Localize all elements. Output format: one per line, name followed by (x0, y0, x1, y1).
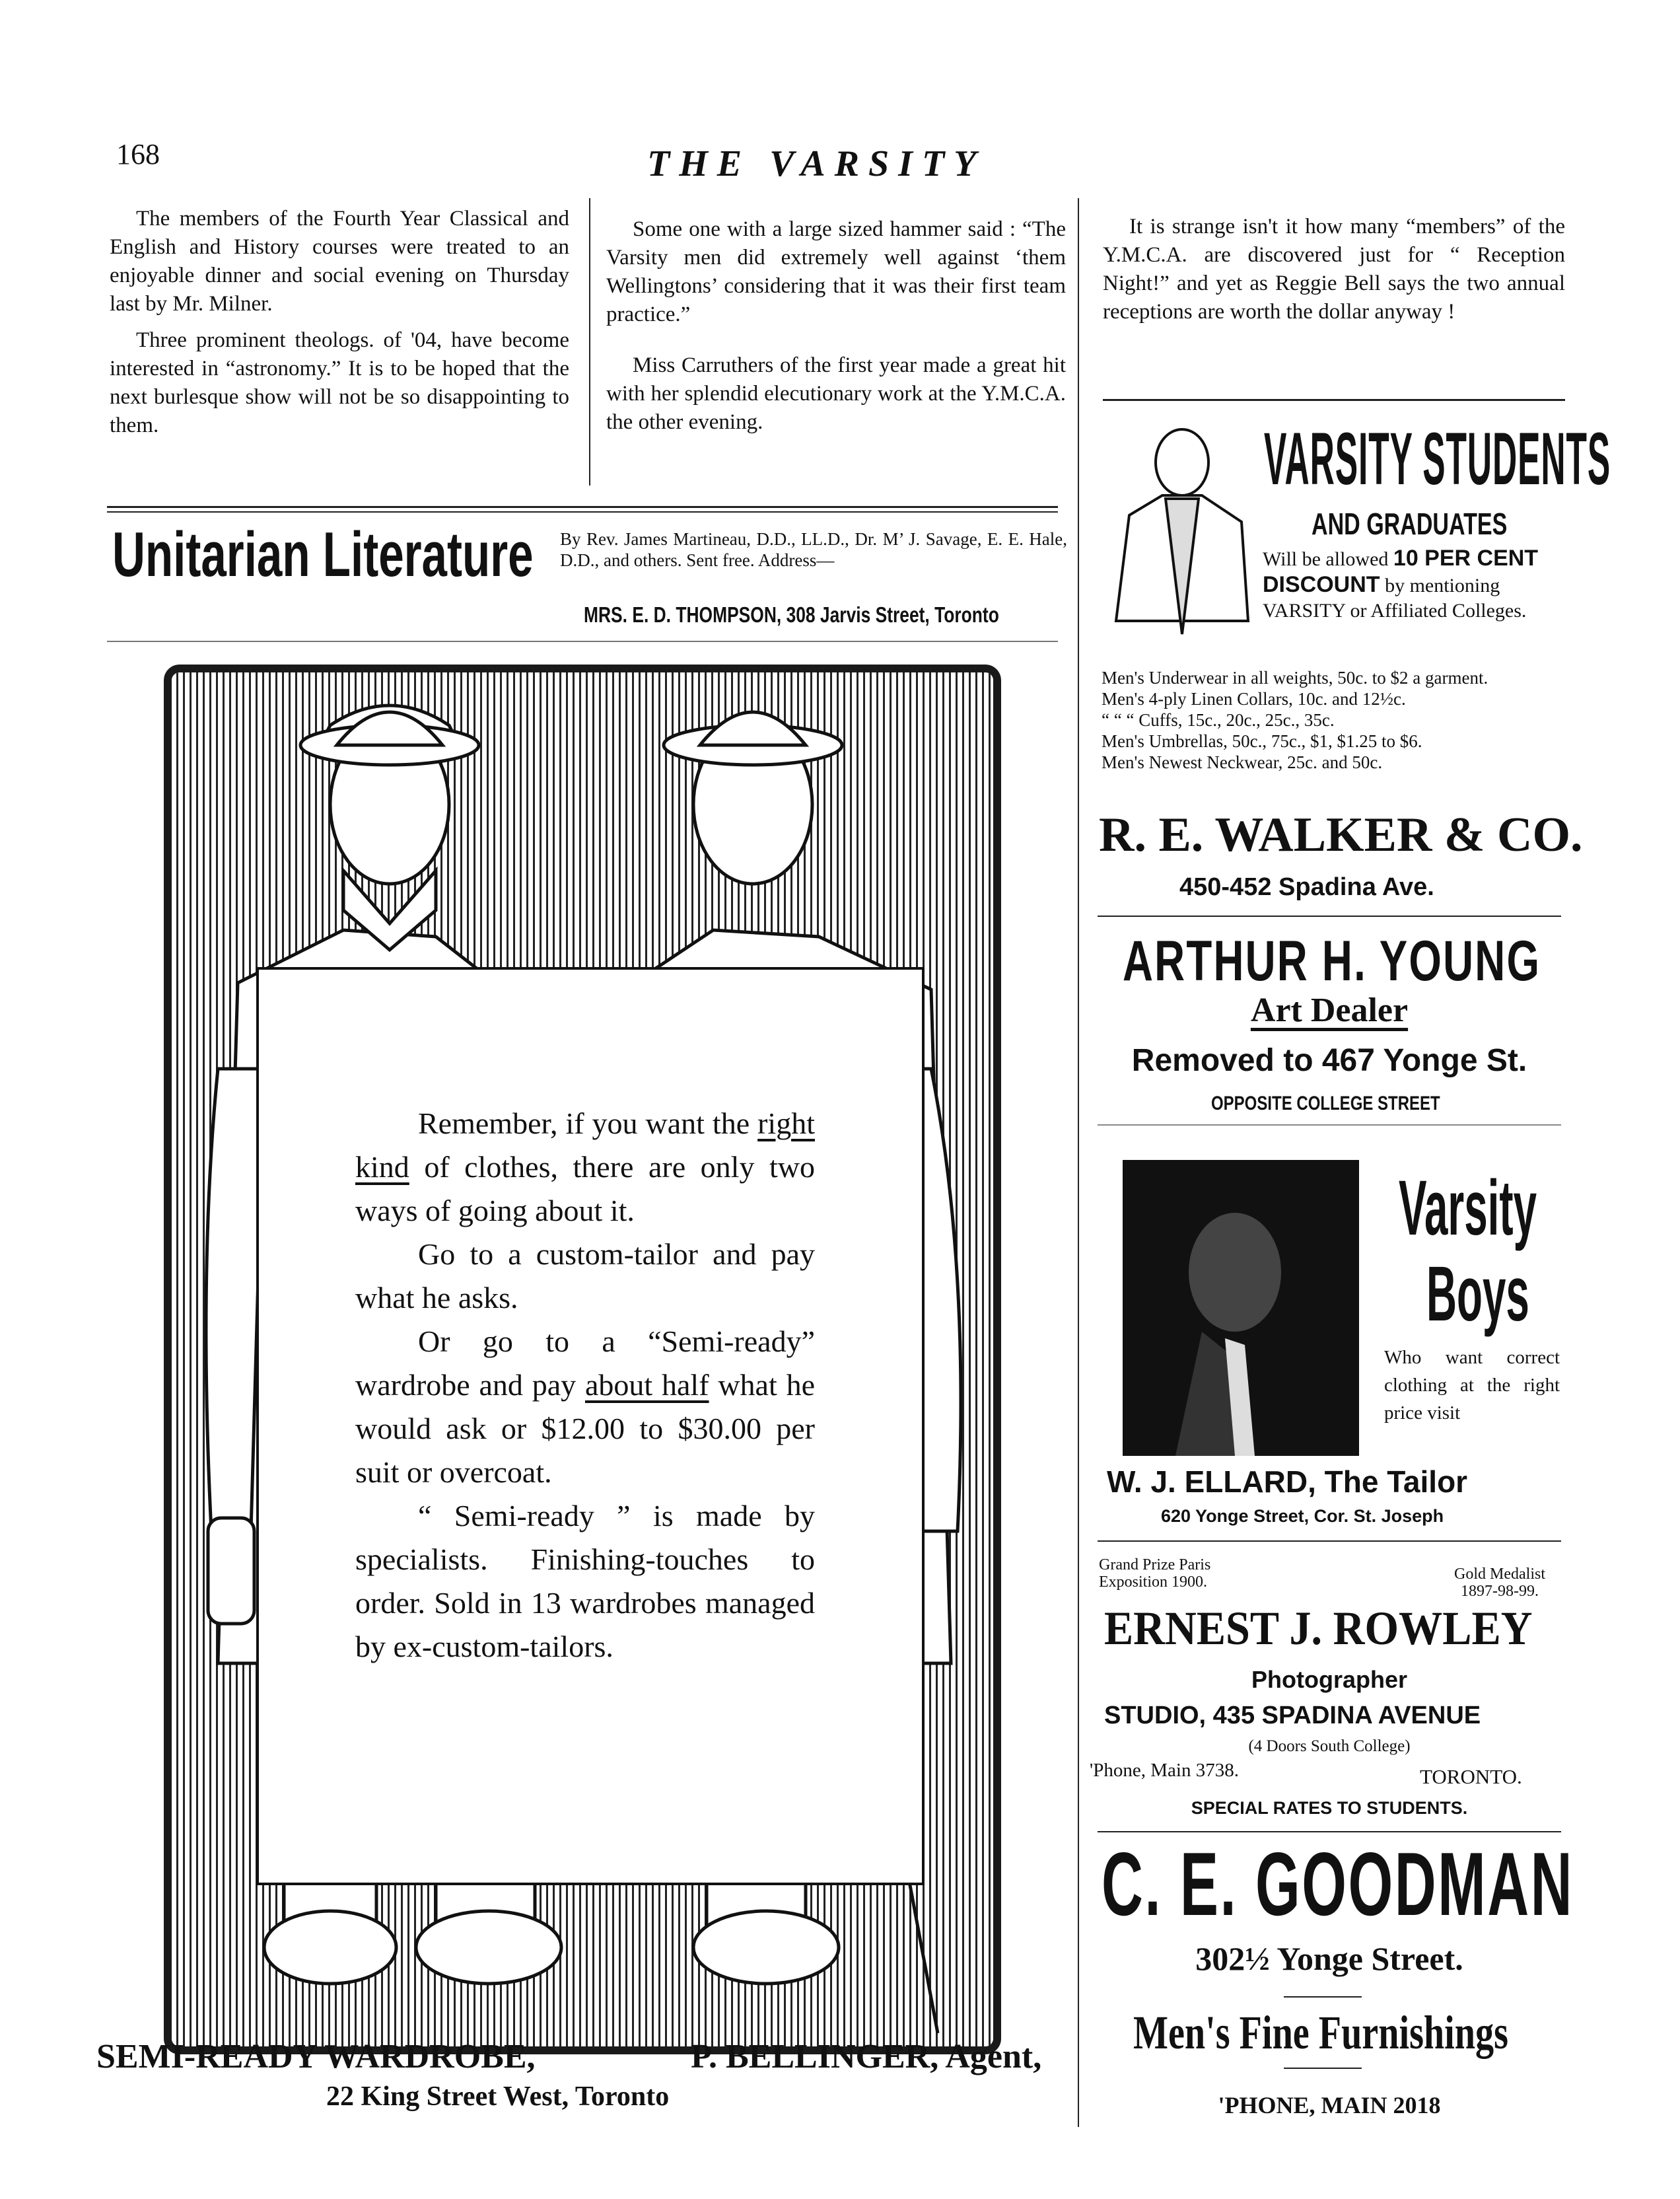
news-column-3 (1103, 213, 1565, 326)
divider (1103, 399, 1565, 401)
unitarian-byline: By Rev. James Martineau, D.D., LL.D., Dr. M’ J. Savage, E. E. Hale, D.D., and others. Sent free. Address— (560, 529, 1067, 570)
column-rule (1078, 198, 1079, 2127)
rowley-note: (4 Doors South College) (1248, 1737, 1411, 1755)
divider (1284, 2068, 1362, 2069)
young-opposite: OPPOSITE COLLEGE STREET (1211, 1093, 1440, 1114)
news-item: Miss Carruthers of the first year made a great hit with her splendid elecutionary work at the Y.M.C.A. the other evening. (606, 353, 1066, 434)
divider (1284, 1996, 1362, 1998)
ellard-name: W. J. ELLARD, The Tailor (1107, 1464, 1468, 1499)
rowley-studio: STUDIO, 435 SPADINA AVENUE (1104, 1702, 1481, 1729)
ellard-text: Who want correct clothing at the right price visit (1384, 1347, 1560, 1424)
goodman-tagline: Men's Fine Furnishings (1133, 2006, 1508, 2059)
ellard-address: 620 Yonge Street, Cor. St. Joseph (1161, 1506, 1444, 1526)
walker-title: VARSITY STUDENTS (1264, 417, 1611, 500)
price-item: Men's Newest Neckwear, 25c. and 50c. (1102, 752, 1383, 772)
student-portrait-illustration (1103, 423, 1261, 641)
unitarian-title: Unitarian Literature (112, 519, 534, 590)
ellard-photo (1123, 1160, 1359, 1456)
semi-ready-footer-left: SEMI-READY WARDROBE, (96, 2038, 536, 2075)
news-column-1 (110, 205, 569, 440)
young-name: ARTHUR H. YOUNG (1123, 929, 1541, 993)
semi-ready-footer-right: P. BELLINGER, Agent, (691, 2038, 1042, 2075)
divider (107, 511, 1058, 513)
semi-ready-placard (256, 967, 925, 1885)
news-item: It is strange isn't it how many “members” of the Y.M.C.A. are discovered just for “ Reception Night!” and yet as Reggie Bell says the two annual receptions are worth the dollar anyway ! (1103, 215, 1565, 324)
walker-discount: Will be allowed 10 PER CENT DISCOUNT by mentioning VARSITY or Affiliated Colleges. (1263, 546, 1539, 622)
semi-ready-illustration (164, 665, 1001, 2054)
goodman-address: 302½ Yonge Street. (1195, 1940, 1463, 1977)
semi-ready-copy: Remember, if you want the right kind of clothes, there are only two ways of going about it. Go to a custom-tailor and pay what he asks. Or go to a “Semi-ready” wardrobe and pay about half what he would ask or $12.00 to $30.00 per suit or overcoat. “ Semi-ready ” is made by specialists. Finishing-touches to order. Sold in 13 wardrobes managed by ex-custom-tailors. (355, 1106, 815, 1663)
news-item: Some one with a large sized hammer said : “The Varsity men did extremely well against ‘them Wellingtons’ considering that it was their first team practice.” (606, 217, 1066, 326)
walker-subtitle: AND GRADUATES (1312, 507, 1508, 541)
rowley-name: ERNEST J. ROWLEY (1104, 1602, 1533, 1655)
rowley-prize: Grand Prize Paris Exposition 1900. (1099, 1556, 1211, 1591)
rowley-rates: SPECIAL RATES TO STUDENTS. (1191, 1798, 1468, 1818)
price-item: Men's Underwear in all weights, 50c. to $2 a garment. (1102, 668, 1488, 688)
young-moved: Removed to 467 Yonge St. (1131, 1043, 1527, 1078)
unitarian-address: MRS. E. D. THOMPSON, 308 Jarvis Street, Toronto (584, 602, 999, 627)
goodman-name: C. E. GOODMAN (1102, 1834, 1574, 1934)
price-item: Men's Umbrellas, 50c., 75c., $1, $1.25 to $6. (1102, 731, 1422, 751)
news-column-2 (606, 215, 1066, 437)
divider (1098, 1831, 1561, 1832)
walker-price-list (1102, 667, 1566, 773)
news-item: Three prominent theologs. of '04, have become interested in “astronomy.” It is to be hoped that the next burlesque show will not be so disappointing to them. (110, 328, 569, 437)
price-item: Men's 4-ply Linen Collars, 10c. and 12½c. (1102, 689, 1406, 709)
divider (1098, 1540, 1561, 1542)
rowley-city: TORONTO. (1420, 1765, 1522, 1788)
walker-address: 450-452 Spadina Ave. (1179, 873, 1434, 901)
goodman-phone: 'PHONE, MAIN 2018 (1218, 2092, 1441, 2118)
masthead: THE VARSITY (647, 143, 986, 184)
divider (107, 641, 1058, 642)
young-trade: Art Dealer (1250, 991, 1409, 1029)
price-item: “ “ “ Cuffs, 15c., 20c., 25c., 35c. (1102, 710, 1335, 730)
divider (1098, 916, 1561, 917)
divider (107, 506, 1058, 508)
ellard-title-2: Boys (1426, 1250, 1529, 1338)
rowley-phone: 'Phone, Main 3738. (1090, 1760, 1239, 1781)
semi-ready-address: 22 King Street West, Toronto (326, 2081, 670, 2112)
rowley-role: Photographer (1251, 1666, 1407, 1693)
news-item: The members of the Fourth Year Classical and English and History courses were treated to an enjoyable dinner and social evening on Thursday last by Mr. Milner. (110, 207, 569, 316)
walker-name: R. E. WALKER & CO. (1099, 808, 1583, 862)
column-rule (589, 198, 590, 486)
rowley-medal: Gold Medalist 1897-98-99. (1454, 1566, 1545, 1600)
divider (1098, 1124, 1561, 1126)
ellard-title-1: Varsity (1399, 1165, 1537, 1252)
page-number: 168 (116, 138, 160, 170)
man-portrait-image (1123, 1160, 1359, 1456)
